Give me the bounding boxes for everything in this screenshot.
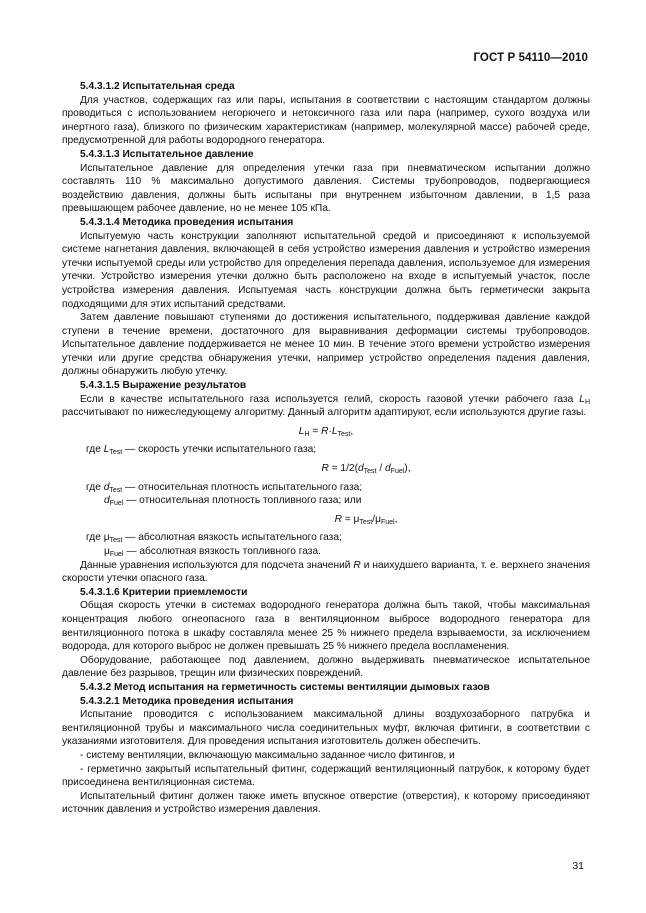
paragraph: Если в качестве испытательного газа используется гелий, скорость газовой утечки рабочего газа $L_H$ рассчитывают по нижеследующему алгоритму. Данный алгоритм адаптируют, если используются другие газы.	[62, 393, 590, 419]
paragraph: Испытуемую часть конструкции заполняют испытательной средой и присоединяют к используемой системе нагнетания давления, включающей в себя устройство измерения давления и устройство измерения утечки испытуемой среды или устройство для определения перепада давления, используемое для измерения утечки. Устройство измерения утечки должно быть расположено на входе в испытуемый участок, после устройства измерения давления. Испытуемая часть конструкции должна быть герметически закрыта подходящими для этих испытаний средствами.	[62, 230, 590, 310]
formula-legend: где $L_{Test}$ — скорость утечки испытательного газа;	[86, 444, 317, 457]
paragraph: Испытательный фитинг должен также иметь впускное отверстие (отверстия), к которому присоединяют источник давления и устройство измерения давления.	[62, 790, 590, 816]
paragraph: Испытание проводится с использованием максимальной длины воздухозаборного патрубка и вентиляционной трубы и максимального числа соединительных муфт, включая фитинги, в соответствии с указаниями изготовителя. Для проведения испытания изготовитель должен обеспечить.	[62, 709, 590, 748]
formula-legend: $d_{Fuel}$ — относительная плотность топливного газа; или	[104, 495, 362, 508]
document-body	[62, 80, 590, 817]
paragraph: Данные уравнения используются для подсчета значений R и наихудшего варианта, т. е. верхнего значения скорости утечки опасного газа.	[62, 559, 590, 585]
paragraph: Затем давление повышают ступенями до достижения испытательного, поддерживая давление каждой ступени в течение времени, достаточного для выравнивания деформации системы трубопроводов. Испытательное давление поддерживается не менее 10 мин. В течение этого времени устройство измерения утечки или другие средства обнаружения утечки, например устройство определения падения давления, должны обнаружить любую утечку.	[62, 312, 590, 378]
paragraph: Для участков, содержащих газ или пары, испытания в соответствии с настоящим стандартом должны проводиться с использованием негорючего и нетоксичного газа или пара (например, сухого воздуха или инертного газа), близкого по физическим характеристикам (например, молекулярной массе) рабочей среде, предусмотренной для работы водородного генератора.	[62, 94, 590, 147]
page-number: 31	[572, 860, 584, 872]
list-item: - герметично закрытый испытательный фитинг, содержащий вентиляционный патрубок, к которому будет присоединена вентиляционная система.	[62, 763, 590, 789]
section-heading: 5.4.3.1.2 Испытательная среда	[80, 81, 235, 92]
formula-legend: $\mu_{Fuel}$ — абсолютная вязкость топливного газа.	[104, 546, 321, 558]
section-heading: 5.4.3.1.5 Выражение результатов	[80, 380, 247, 392]
standard-header: ГОСТ Р 54110—2010	[473, 52, 588, 64]
section-heading: 5.4.3.1.4 Методика проведения испытания	[80, 216, 294, 228]
paragraph: Испытательное давление для определения утечки газа при пневматическом испытании должно составлять 110 % максимально допустимого давления. Системы трубопроводов, подвергающиеся воздействию давления, должны быть испытаны при внутреннем избыточном давлении, в 1,5 раза превышающем рабочее давление, но не менее 105 кПа.	[62, 162, 590, 215]
section-heading: 5.4.3.2.1 Методика проведения испытания	[80, 695, 294, 707]
formula-viscosity-ratio: $R = \mu_{Test}/\mu_{Fuel}$,	[334, 513, 398, 526]
paragraph: Оборудование, работающее под давлением, должно выдерживать пневматическое испытательное давление без разрывов, трещин или физических повреждений.	[62, 654, 590, 680]
section-heading: 5.4.3.1.6 Критерии приемлемости	[80, 586, 248, 598]
paragraph: Общая скорость утечки в системах водородного генератора должна быть такой, чтобы максимальная концентрация любого огнеопасного газа в вентиляционном выбросе водородного генератора для вентиляционного потока в шкафу составляла менее 25 % нижнего предела взрываемости, за исключением водорода, для которого выброс не должен превышать 25 % нижнего предела воспламенения.	[62, 600, 590, 653]
formula-legend: где $d_{Test}$ — относительная плотность испытательного газа;	[86, 481, 363, 494]
formula-leak-rate: $L_H = R\cdot L_{Test}$,	[298, 425, 354, 438]
formula-density-ratio: $R = 1/2(d_{Test} / d_{Fuel})$,	[321, 463, 411, 476]
section-heading: 5.4.3.1.3 Испытательное давление	[80, 148, 254, 160]
section-heading: 5.4.3.2 Метод испытания на герметичность системы вентиляции дымовых газов	[80, 681, 490, 693]
list-item: - систему вентиляции, включающую максимально заданное число фитингов, и	[80, 749, 455, 761]
formula-legend: где $\mu_{Test}$ — абсолютная вязкость испытательного газа;	[86, 532, 342, 545]
